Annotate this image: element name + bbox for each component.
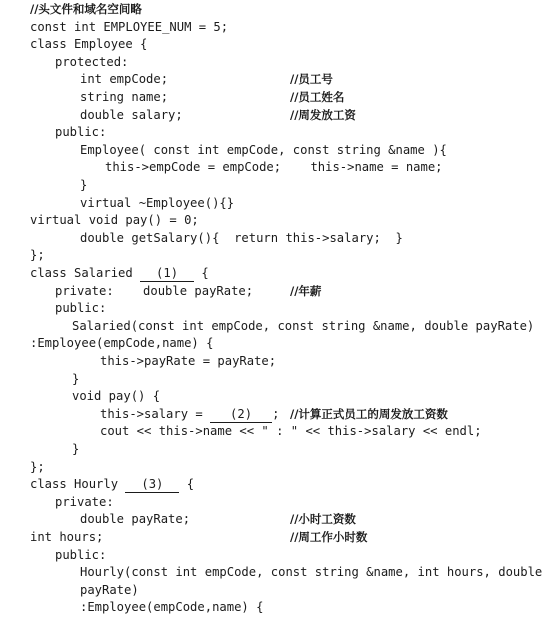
code-line	[0, 246, 557, 264]
code-line	[0, 264, 557, 282]
code-text: :Employee(empCode,name) {	[80, 600, 264, 615]
code-line	[0, 510, 557, 528]
code-text: };	[30, 459, 45, 474]
code-line	[0, 88, 557, 106]
code-text: double salary;	[80, 107, 183, 122]
code-text: cout << this->name << " : " << this->salary << endl;	[100, 424, 482, 439]
code-line	[0, 53, 557, 71]
code-line	[0, 106, 557, 124]
code-comment: //小时工资数	[290, 512, 356, 527]
code-text: payRate)	[80, 582, 139, 597]
code-line	[0, 211, 557, 229]
code-line	[0, 422, 557, 440]
code-line	[0, 194, 557, 212]
code-line	[0, 440, 557, 458]
code-text: Employee( const int empCode, const string &name ){	[80, 142, 447, 157]
code-text: this->payRate = payRate;	[100, 354, 277, 368]
code-line	[0, 35, 557, 53]
code-line	[0, 299, 557, 317]
code-text: double getSalary(){ return this->salary; }	[80, 230, 403, 245]
code-text: int empCode;	[80, 72, 169, 87]
code-text: class Employee {	[30, 37, 148, 52]
code-line	[0, 387, 557, 405]
code-text: protected:	[55, 54, 129, 69]
code-text: string name;	[80, 90, 169, 104]
code-line	[0, 370, 557, 388]
code-text: const int EMPLOYEE_NUM = 5;	[30, 19, 229, 34]
code-text: this->empCode = empCode; this->name = name;	[105, 160, 443, 175]
code-line	[0, 123, 557, 141]
code-text-after: ;	[272, 406, 280, 421]
code-line	[0, 458, 557, 476]
code-text: }	[72, 371, 80, 386]
code-text: int hours;	[30, 530, 104, 544]
code-line	[0, 528, 557, 546]
code-line	[0, 475, 557, 493]
code-comment: //员工号	[290, 72, 333, 87]
code-text: class Salaried (1) {	[30, 266, 209, 280]
code-text: :Employee(empCode,name) {	[30, 336, 214, 351]
code-line	[0, 581, 557, 599]
code-text: this->salary = (2) ;	[100, 406, 280, 421]
code-line	[0, 229, 557, 247]
code-line	[0, 598, 557, 616]
code-line	[0, 563, 557, 581]
code-line	[0, 18, 557, 36]
code-comment: //周工作小时数	[290, 530, 368, 544]
code-text: public:	[55, 547, 107, 562]
code-line	[0, 352, 557, 370]
code-comment: //年薪	[290, 283, 322, 298]
code-line	[0, 282, 557, 300]
code-text: }	[72, 442, 80, 456]
code-line	[0, 493, 557, 511]
code-text: Salaried(const int empCode, const string &name, double payRate)	[72, 318, 535, 333]
fill-in-blank: (1)	[140, 266, 194, 282]
code-text: virtual void pay() = 0;	[30, 213, 199, 228]
fill-in-blank: (2)	[210, 407, 272, 423]
code-text: virtual ~Employee(){}	[80, 195, 235, 210]
code-text: private: double payRate;	[55, 283, 254, 298]
code-line	[0, 334, 557, 352]
code-comment: //计算正式员工的周发放工资数	[290, 406, 448, 421]
code-text-after: {	[179, 477, 195, 492]
code-line	[0, 176, 557, 194]
code-text: }	[80, 178, 88, 192]
code-text: class Hourly (3) {	[30, 477, 195, 492]
code-line	[0, 158, 557, 176]
code-line	[0, 70, 557, 88]
fill-in-blank: (3)	[125, 477, 179, 493]
code-text-after: {	[194, 266, 209, 280]
code-text: private:	[55, 494, 114, 509]
code-comment: //头文件和域名空间略	[30, 2, 142, 16]
code-line	[0, 317, 557, 335]
code-text: void pay() {	[72, 389, 161, 404]
code-comment: //周发放工资	[290, 107, 356, 122]
code-text: public:	[55, 301, 107, 316]
code-line	[0, 141, 557, 159]
code-comment: //员工姓名	[290, 90, 345, 104]
code-text: Hourly(const int empCode, const string &name, int hours, double	[80, 565, 543, 580]
code-text: };	[30, 248, 45, 263]
code-line	[0, 405, 557, 423]
code-text: double payRate;	[80, 512, 191, 527]
code-line	[0, 0, 557, 18]
code-text: public:	[55, 125, 107, 140]
code-line	[0, 546, 557, 564]
